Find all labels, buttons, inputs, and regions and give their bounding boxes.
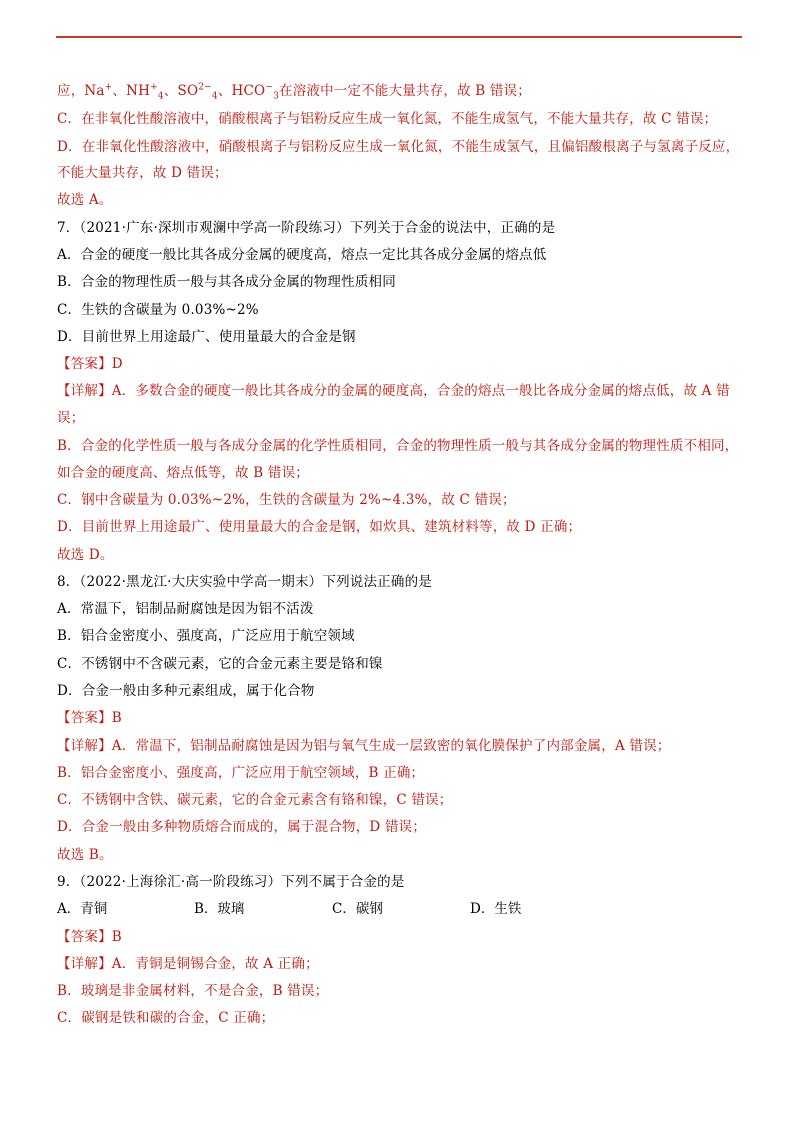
q9-stem: 9．（2022·上海徐汇·高一阶段练习）下列不属于合金的是	[57, 874, 405, 890]
hco-subscript: 3	[273, 91, 279, 102]
q9-option-c: C．碳钢	[332, 901, 383, 917]
q6-ions-hco: 、HCO	[217, 83, 266, 99]
q8-option-d: D．合金一般由多种元素组成，属于化合物	[57, 683, 315, 699]
hco-charge: −	[265, 82, 274, 93]
nh-charge: +	[150, 82, 158, 93]
q6-option-c-explain: C．在非氧化性酸溶液中，硝酸根离子与铝粉反应生成一氧化氮，不能生成氢气，不能大量共存，故 C 错误；	[57, 111, 718, 127]
q9-detail-2: B．玻璃是非金属材料，不是合金，B 错误；	[57, 983, 329, 999]
q7-detail-5: C．钢中含碳量为 0.03%~2%，生铁的含碳量为 2%~4.3%，故 C 错误；	[57, 492, 516, 508]
q6-ions-pre: 应，Na	[57, 83, 105, 99]
q8-conclusion: 故选 B。	[57, 847, 113, 863]
q9-option-a: A．青铜	[57, 901, 108, 917]
q6-line-ions	[57, 82, 531, 100]
q6-ions-post: 在溶液中一定不能大量共存，故 B 错误；	[279, 83, 532, 99]
q9-option-b: B．玻璃	[194, 901, 245, 917]
q8-detail-3: C．不锈钢中含铁、碳元素，它的合金元素含有铬和镍，C 错误；	[57, 792, 453, 808]
q8-option-c: C．不锈钢中不含碳元素，它的合金元素主要是铬和镍	[57, 656, 383, 672]
q7-detail-3: B．合金的化学性质一般与各成分金属的化学性质相同，合金的物理性质一般与其各成分金属的物理性质不相同，	[57, 438, 739, 454]
q7-option-b: B．合金的物理性质一般与其各成分金属的物理性质相同	[57, 274, 396, 290]
q7-conclusion: 故选 D。	[57, 547, 114, 563]
so-charge: 2−	[198, 82, 212, 93]
q8-stem: 8．（2022·黑龙江·大庆实验中学高一期末）下列说法正确的是	[57, 574, 432, 590]
na-charge: +	[104, 82, 113, 93]
q8-option-a: A．常温下，铝制品耐腐蚀是因为铝不活泼	[57, 601, 314, 617]
q6-option-d-explain-1: D．在非氧化性酸溶液中，硝酸根离子与铝粉反应生成一氧化氮，不能生成氢气，且偏铝酸根离子与氢离子反应，	[57, 139, 740, 155]
q7-detail-6: D．目前世界上用途最广、使用量最大的合金是钢，如炊具、建筑材料等，故 D 正确；	[57, 519, 582, 535]
q9-detail-1: 【详解】A．青铜是铜锡合金，故 A 正确；	[57, 956, 319, 972]
nh-subscript: 4	[157, 91, 164, 102]
q8-detail-2: B．铝合金密度小、强度高，广泛应用于航空领域，B 正确；	[57, 765, 425, 781]
q7-answer: 【答案】D	[57, 356, 123, 372]
q7-detail-4: 如合金的硬度高、熔点低等，故 B 错误；	[57, 465, 310, 481]
q7-option-c: C．生铁的含碳量为 0.03%~2%	[57, 302, 259, 318]
q7-detail-2: 误；	[57, 410, 85, 426]
q7-stem: 7．（2021·广东·深圳市观澜中学高一阶段练习）下列关于合金的说法中，正确的是	[57, 220, 556, 236]
q7-option-d: D．目前世界上用途最广、使用量最大的合金是钢	[57, 329, 356, 345]
q6-ions-nh: 、NH	[112, 83, 151, 99]
q6-option-d-explain-2: 不能大量共存，故 D 错误；	[57, 165, 228, 181]
so-subscript: 4	[211, 91, 218, 102]
q7-option-a: A．合金的硬度一般比其各成分金属的硬度高，熔点一定比其各成分金属的熔点低	[57, 247, 547, 263]
q9-answer: 【答案】B	[57, 929, 122, 945]
header-rule	[56, 36, 742, 38]
q8-option-b: B．铝合金密度小、强度高，广泛应用于航空领域	[57, 628, 355, 644]
q7-detail-1: 【详解】A．多数合金的硬度一般比其各成分的金属的硬度高，合金的熔点一般比各成分金属的熔点低，故 A 错	[57, 383, 730, 399]
q9-detail-3: C．碳钢是铁和碳的合金，C 正确；	[57, 1010, 275, 1026]
q8-detail-4: D．合金一般由多种物质熔合而成的，属于混合物，D 错误；	[57, 819, 427, 835]
q6-conclusion: 故选 A。	[57, 192, 113, 208]
q9-option-d: D．生铁	[470, 901, 522, 917]
q8-detail-1: 【详解】A．常温下，铝制品耐腐蚀是因为铝与氧气生成一层致密的氧化膜保护了内部金属，A 错误；	[57, 738, 671, 754]
q6-ions-so: 、SO	[163, 83, 199, 99]
q8-answer: 【答案】B	[57, 710, 122, 726]
